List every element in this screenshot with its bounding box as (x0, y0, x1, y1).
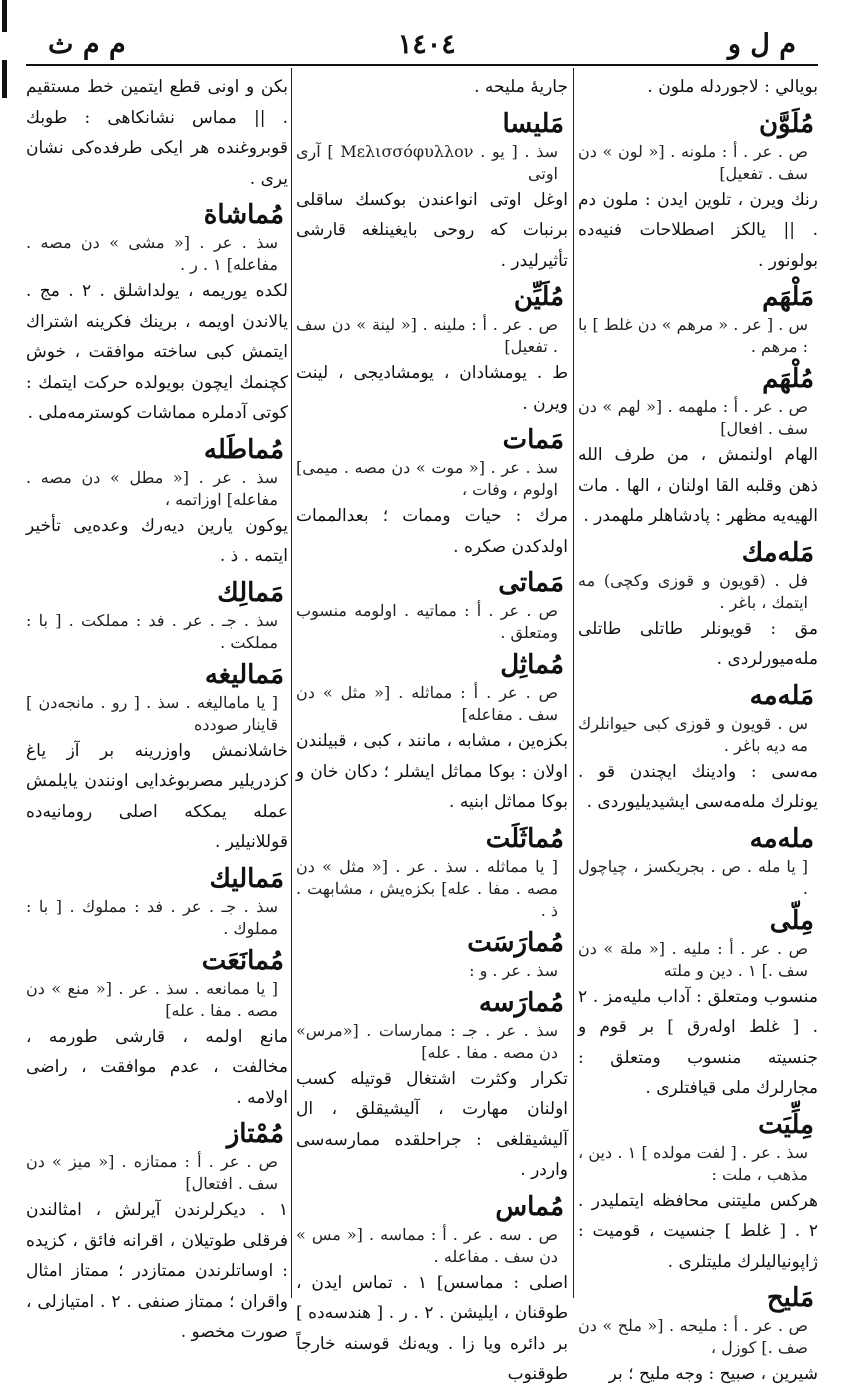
definition: يوكون يارين ديه‌رك وعده‌يى تأخير ایتمه . ذ . (26, 515, 288, 566)
definition: مرك : حيات وممات ؛ بعدالممات اولدكدن صكره . (296, 506, 568, 557)
definition: لكده يوريمه ، يولداشلق . ٢ . مج . يالاندن اويمه ، برينك فكرينه اشتراك ایتمش كبى ساخته موافقت ، خوش كچنمك ايچون بويولده حركت ايتمك : كوتى آدملره مماشات كوسترمه‌ملى . (26, 281, 288, 423)
headword: مُمارَسَت (467, 927, 564, 958)
headword: مُماطَله (203, 434, 284, 465)
column-right (578, 72, 818, 1384)
headword: مُماشاة (203, 200, 284, 230)
headword: مَليح (766, 1283, 814, 1313)
headword: مَله‌مه (749, 680, 814, 711)
grammar-note: ص . سه . عر . أ : مماسه . [« مس » دن سف . مفاعله . (296, 1224, 558, 1266)
headword: مَماليغه (204, 659, 284, 690)
column-middle (296, 72, 569, 1384)
grammar-note: سذ . جـ . عر . فد : مملكت . [ با : مملكت . (26, 610, 278, 652)
definition: الهام اولنمش ، من طرف الله ذهن وقلبه القا اولنان ، الها . مات الهيه‌یه مظهر : پادشاهلر ملهمدر . (578, 445, 818, 526)
entry-melisa (296, 107, 568, 277)
grammar-note: [ يا مله . ص . بجريكسز ، چياچول . (578, 856, 808, 898)
entry-melemek (578, 536, 818, 675)
definition: ١ . ديكرلرندن آيرلش ، امثالندن فرقلى طوتيلان ، اقرانه فائق ، كزيده : اوساتلرندن ممتازدر ؛ ممتاز امثال واقران ؛ ممتاز صنفى . ٢ . امتيازلى ، صورت مخصو . (26, 1200, 288, 1342)
grammar-note: ص . عر . أ : مليه . [« ملة » دن سف .] ١ . دين و ملته (578, 938, 808, 980)
entry-malih (578, 1281, 818, 1390)
entry-mumareset (296, 926, 568, 982)
definition: منسوب ومتعلق : آداب مليه‌مز . ٢ . [ غلط اولەرق ] بر قوم و جنسيته منسوب ومتعلق : مجارلرك ملى قيافتلرى . (578, 986, 818, 1098)
entry-mulayyin (296, 280, 568, 419)
entry-continuation: بويالي : لاجوردله ملون . (647, 77, 818, 97)
definition: شيرين ، صبيح : وجه مليح ؛ بر (608, 1364, 818, 1384)
grammar-note: سذ . [ يو . Μελισσόφυλλον ] آرى اوتى (296, 141, 558, 183)
grammar-note: س . قويون و قوزى كبى حيوانلرك مه ديه باغر . (578, 713, 808, 755)
header-rule (26, 64, 818, 66)
grammar-note: سذ . عر . [ لفت مولده ] ١ . دين ، مذهب ، ملت : (578, 1142, 809, 1184)
definition: ط . يومشادان ، يومشاديجى ، لينت ويرن . (296, 363, 568, 414)
grammar-note: سذ . عر . [« مطل » دن مصه . مفاعله] اوزاتمه ، (26, 467, 278, 509)
entry-meleme (578, 679, 818, 818)
headword: مِلّى (769, 905, 814, 936)
column-left (26, 72, 288, 1342)
headword: مَلْهَم (762, 282, 814, 312)
entry-milliyet (578, 1108, 818, 1278)
headword: مَله‌مك (741, 537, 814, 568)
definition: مه‌سى : وادينك ایچندن قو . يونلرك مله‌مه‌سی ايشيديليوردى . (578, 761, 818, 812)
entry-mumashat (26, 198, 288, 429)
grammar-note: ص . عر . أ : ملونه . [« لون » دن سف . تفعيل] (578, 141, 808, 183)
grammar-note: ص . عر . أ : مماثله . [« مثل » دن سف . مفاعله] (296, 683, 558, 724)
definition: مق : قويونلر طاتلى طاتلى مله‌ميورلردى . (578, 618, 818, 669)
grammar-note: سذ . عر . [« مشى » دن مصه . مفاعله] ١ . ر . (26, 233, 278, 274)
grammar-note: سذ . عر . [« موت » دن مصه . ميمى] اولوم ، وفات ، (296, 458, 558, 499)
headword: مُلْهَم (762, 364, 814, 394)
headword: مُلَيِّن (513, 282, 564, 312)
entry-malham (578, 280, 818, 358)
header-guide-right: م ل و (727, 28, 796, 60)
grammar-note: [ يا مماثله . سذ . عر . [« مثل » دن مصه . مفا . عله] بكزەيش ، مشابهت . ذ . (296, 856, 558, 920)
headword: مَماتى (498, 568, 564, 598)
entry-memalik (26, 576, 288, 654)
headword: مَليسا (502, 108, 564, 139)
headword: مُلَوَّن (758, 108, 814, 139)
definition: تكرار وكثرت اشتغال قوتيله كسب اولنان مهارت ، آليشيقلق ، ال آليشيقلغى : جراحلقده ممارسه‌سى واردر . (296, 1068, 568, 1180)
header-guide-left: م م ث (48, 28, 126, 60)
headword: مَمالِك (217, 577, 284, 608)
entry-mumanaat (26, 944, 288, 1114)
grammar-note: ص . عر . أ : مماتيه . اولومه منسوب ومتعلق . (296, 601, 558, 642)
entry-mumatale (26, 433, 288, 572)
entry-mumaselet (296, 822, 568, 922)
headword: مُمانَعَت (201, 945, 284, 976)
entry-mumarese (296, 986, 568, 1186)
grammar-note: سذ . عر . و : (469, 960, 558, 980)
entry-mamati (296, 566, 568, 644)
entry-memalik-2 (26, 862, 288, 940)
headword: مَماليك (209, 863, 284, 894)
grammar-note: فل . (قويون و قوزى وكچى) مه ایتمك ، باغر . (578, 570, 808, 612)
grammar-note: ص . عر . أ : ملهمه . [« لهم » دن سف . افعال] (578, 397, 808, 438)
grammar-note: [ يا ماماليغه . سذ . [ رو . مانجه‌دن ] قاينار صودده (26, 692, 278, 734)
entry-mumas (296, 1190, 568, 1390)
column-divider-right (573, 68, 574, 1298)
grammar-note: [ يا ممانعه . سذ . عر . [« منع » دن مصه . مفا . عله] (26, 978, 278, 1020)
entry-continuation: بكن و اونى قطع ایتمين خط مستقيم . || مماس نشانكاهى : طوبك قوبروغنده هر ايكى طرفده‌كى نشان يرى . (26, 77, 288, 189)
entry-meleme-2 (578, 822, 818, 900)
headword: مُمْتاز (226, 1119, 284, 1149)
headword: مله‌مه (749, 823, 814, 854)
entry-mulawwan (578, 107, 818, 277)
headword: مُماثِل (500, 650, 564, 680)
definition: رنك ويرن ، تلوين ايدن : ملون دم . || يالكز اصطلاحات فنيه‌ده بولونور . (578, 189, 818, 271)
entry-mumasil (296, 648, 568, 818)
definition: هركس مليتنى محافظه ایتملیدر . ٢ . [ غلط ] جنسيت ، قوميت : ژاپونيالیلرك مليتلرى . (578, 1190, 818, 1272)
page-header (26, 24, 818, 64)
entry-mamat (296, 423, 568, 562)
grammar-note: ص . عر . أ : ملينه . [« لينة » دن سف . تفعيل] (296, 315, 558, 356)
entry-mulham (578, 362, 818, 532)
headword: مُماثَلَت (485, 823, 564, 854)
definition: مانع اولمه ، قارشى طورمه ، مخالفت ، عدم موافقت ، راضى اولامه . (26, 1026, 288, 1108)
headword: مُماس (495, 1191, 564, 1222)
entry-mamaliga (26, 658, 288, 858)
definition: اصلى : مماسس] ١ . تماس ايدن ، طوقنان ، ايليشن . ٢ . ر . [ هندسه‌ده ] بر دائره ويا زا . ويه‌نك قوسنه خارجاً طوقنوب (296, 1272, 569, 1384)
grammar-note: سذ . جـ . عر . فد : مملوك . [ با : مملوك . (26, 896, 278, 938)
definition: اوغل اوتى انواعندن بوكسك ساقلى برنبات كه روحى بايغينلغه قارشى تأثيرليدر . (296, 189, 568, 271)
definition: خاشلانمش واوزرينه بر آز ياغ كزدريلير مصربوغدايى اونندن يايلمش عمله يمككه اصلى رومانيه‌ده قوللانيلير . (26, 740, 288, 852)
grammar-note: ص . عر . أ : مليحه . [« ملح » دن صف .] كوزل ، (578, 1316, 808, 1357)
grammar-note: س . [ عر . « مرهم » دن غلط ] با : مرهم . (578, 315, 808, 356)
entry-milli (578, 904, 818, 1104)
column-divider-left (291, 68, 292, 1298)
binding-edge (0, 0, 10, 100)
headword: مِلِّيَت (758, 1109, 814, 1140)
entry-continuation: جاريهٔ مليحه . (474, 77, 568, 97)
definition: بكزەين ، مشابه ، مانند ، كبى ، قبيلندن اولان : بوكا مماثل ايشلر ؛ دكان خان و بوكا مماثل ابنيه . (296, 731, 568, 812)
entry-mumtaz (26, 1117, 288, 1348)
grammar-note: ص . عر . أ : ممتازه . [« ميز » دن سف . افتعال] (26, 1152, 278, 1193)
headword: مُمارَسه (478, 987, 564, 1018)
headword: مَمات (502, 425, 564, 455)
grammar-note: سذ . عر . جـ : ممارسات . [«مرس» دن مصه . مفا . عله] (296, 1020, 558, 1062)
page-number: ١٤٠٤ (397, 28, 456, 60)
